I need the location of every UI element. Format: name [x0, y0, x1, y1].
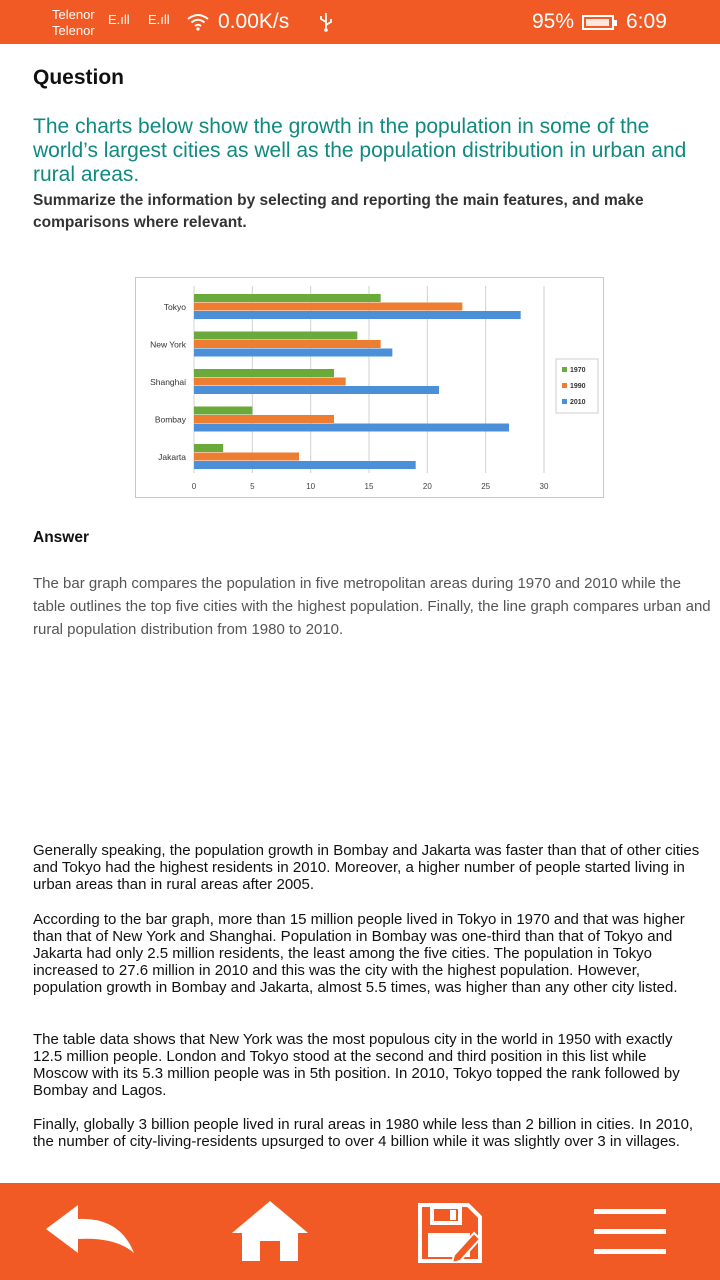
x-tick-label: 20 [422, 482, 432, 491]
home-icon [230, 1199, 310, 1263]
bar-shanghai-1970 [194, 369, 334, 377]
answer-intro-paragraph: The bar graph compares the population in five metropolitan areas during 1970 and 2010 while the table outlines the top five cities with the highest population. Finally, the line graph compares urban and rural population distribution from 1980 to 2010. [33, 575, 711, 638]
chart-canvas [136, 278, 603, 497]
category-label: New York [150, 339, 186, 350]
carrier-2: Telenor [52, 23, 95, 38]
legend-label: 2010 [570, 399, 586, 406]
answer-table-paragraph: The table data shows that New York was the most populous city in the world in 1950 with exactly 12.5 million people. London and Tokyo stood at the second and third position in this list while Moscow with its 5.3 million people was in 5th position. In 2010, Tokyo topped the rank followed by Bombay and Lagos. [33, 1031, 680, 1099]
save-icon [418, 1203, 482, 1263]
bar-jakarta-1970 [194, 444, 223, 452]
x-tick-label: 15 [364, 482, 374, 491]
net-speed: 0.00K/s [218, 10, 290, 33]
x-tick-label: 30 [539, 482, 549, 491]
legend-swatch [562, 383, 567, 388]
category-label: Bombay [154, 414, 186, 425]
legend-swatch [562, 367, 567, 372]
category-label: Tokyo [163, 301, 186, 312]
back-button[interactable] [30, 1183, 150, 1280]
x-tick-label: 5 [250, 482, 255, 491]
bar-tokyo-1970 [194, 294, 381, 302]
menu-button[interactable] [570, 1183, 690, 1280]
legend-label: 1970 [570, 367, 586, 374]
answer-bar-graph-paragraph: According to the bar graph, more than 15 million people lived in Tokyo in 1970 and that was higher than that of New York and Shanghai. Population in Bombay was one-third than that of Tokyo and Jakarta had only 2.5 million residents, the least among the five cities. The population in Tokyo increased to 27.6 million in 2010 and this was the city with the highest population. However, population growth in Bombay and Jakarta, almost 5.5 times, was higher than any other city listed. [33, 911, 685, 996]
bar-new-york-2010 [194, 349, 392, 357]
bar-tokyo-2010 [194, 311, 521, 319]
home-button[interactable] [210, 1183, 330, 1280]
bar-jakarta-2010 [194, 461, 416, 469]
bar-bombay-1990 [194, 415, 334, 423]
usb-icon [318, 12, 334, 32]
question-prompt: The charts below show the growth in the population in some of the world’s largest cities as well as the population distribution in urban and rural areas. [33, 115, 687, 186]
answer-heading: Answer [33, 529, 89, 546]
carrier-names [52, 7, 95, 39]
carrier-1: Telenor [52, 7, 95, 22]
population-bar-chart [135, 277, 604, 498]
battery-percent: 95% [532, 10, 575, 33]
signal-2-icon: E.ıll [148, 12, 170, 27]
bar-shanghai-2010 [194, 386, 439, 394]
menu-icon [594, 1207, 666, 1257]
status-bar [0, 0, 720, 44]
answer-overview-paragraph: Generally speaking, the population growth in Bombay and Jakarta was faster than that of other cities and Tokyo had the highest residents in 2010. Moreover, a higher number of people started living in urban areas than in rural areas after 2005. [33, 842, 700, 893]
legend-label: 1990 [570, 383, 586, 390]
clock: 6:09 [626, 10, 667, 33]
answer-line-graph-paragraph: Finally, globally 3 billion people lived in rural areas in 1980 while less than 2 billion in cities. In 2010, the number of city-living-residents upsurged to over 4 billion while it was slightly over 3 in villages. [33, 1116, 694, 1150]
x-tick-label: 25 [481, 482, 491, 491]
category-label: Jakarta [158, 451, 186, 462]
back-icon [42, 1201, 138, 1261]
bar-new-york-1970 [194, 332, 357, 340]
x-tick-label: 0 [191, 482, 197, 491]
bar-shanghai-1990 [194, 378, 346, 386]
bar-jakarta-1990 [194, 453, 299, 461]
bar-new-york-1990 [194, 340, 381, 348]
signal-1-icon: E.ıll [108, 12, 130, 27]
bar-tokyo-1990 [194, 303, 462, 311]
x-tick-label: 10 [306, 482, 316, 491]
question-heading: Question [33, 66, 125, 89]
question-instruction: Summarize the information by selecting and reporting the main features, and make comparisons where relevant. [33, 192, 644, 231]
bar-bombay-2010 [194, 424, 509, 432]
bottom-navigation-bar [0, 1183, 720, 1280]
category-label: Shanghai [150, 376, 186, 387]
wifi-icon [186, 13, 210, 31]
battery-charging-icon [582, 15, 614, 30]
save-button[interactable] [390, 1183, 510, 1280]
legend-swatch [562, 399, 567, 404]
bar-bombay-1970 [194, 407, 252, 415]
